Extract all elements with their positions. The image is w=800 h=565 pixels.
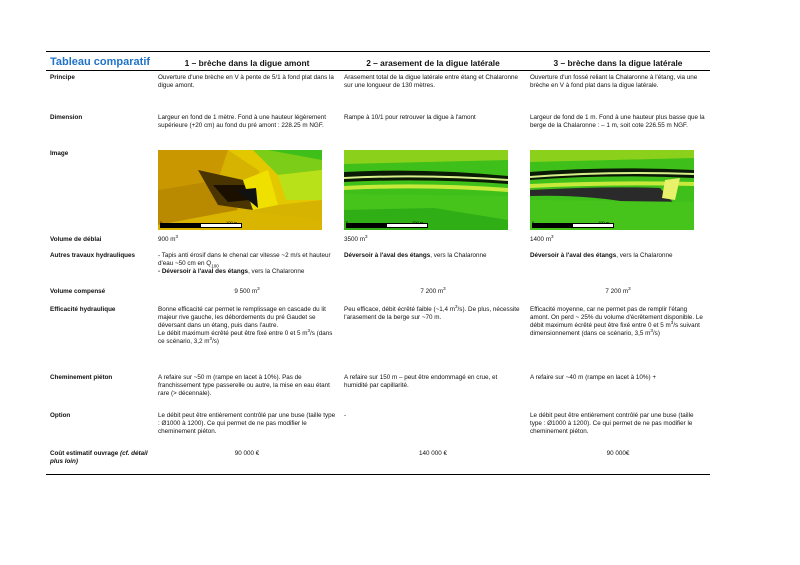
cell-efficacite-2: Peu efficace, débit écrêté faible (~1,4 $m^3/s$). De plus, nécessite l'arasement de la berge sur ~70 m.	[344, 303, 520, 321]
row-label-efficacite: Efficacité hydraulique	[50, 305, 116, 313]
terrain-image-2	[344, 150, 508, 230]
row-cout	[46, 447, 710, 475]
row-label-cout-note: (cf. détail plus loin)	[50, 449, 148, 465]
cell-cout-2: 140 000 €	[340, 447, 526, 475]
row-efficacite	[46, 303, 710, 371]
row-volume	[46, 233, 710, 249]
cell-principe-3: Ouverture d'un fossé reliant la Chalaronne à l'étang, via une brèche en V à fond plat dans la digue latérale.	[530, 74, 698, 90]
column-header-2: 2 – arasement de la digue latérale	[340, 52, 526, 71]
scale-end-label-3: 100 m	[598, 219, 610, 225]
row-label-dimension: Dimension	[50, 113, 83, 121]
row-option	[46, 409, 710, 447]
scale-zero-label-2: 0	[346, 219, 349, 225]
cell-volume-2: 3500 $m^3$	[344, 233, 368, 243]
scale-end-label-2: 100 m	[412, 219, 424, 225]
scale-zero-label-1: 0	[160, 219, 163, 225]
row-label-travaux: Autres travaux hydrauliques	[50, 251, 136, 259]
table-title: Tableau comparatif	[46, 52, 154, 71]
row-label-principe: Principe	[50, 74, 75, 81]
cell-cout-3: 90 000€	[526, 447, 710, 475]
cell-principe-1: Ouverture d'une brèche en V à pente de 5/1 à fond plat dans la digue amont.	[158, 74, 334, 90]
row-label-cout: Coût estimatif ouvrage (cf. détail plus loin)	[46, 447, 154, 475]
cell-compense-1: 9 500 $m^3$	[234, 285, 260, 295]
cell-option-3: Le débit peut être entièrement contrôlé par une buse (taille type : Ø1000 à 1200). Ce qui permet de ne pas modifier le cheminement piéton.	[530, 411, 694, 435]
column-header-1: 1 – brèche dans la digue amont	[154, 52, 340, 71]
terrain-image-1	[158, 150, 322, 230]
cell-efficacite-3: Efficacité moyenne, car ne permet pas de remplir l'étang amont. On perd ~ 25% du volume d'écrêtement disponible. Le débit maximum écrêté peut être fixé entre 0 et 5 $m^3/s$ suivant dimensionnement (dans ce scénario, 3,5 $m^3/s$)	[530, 305, 703, 337]
row-label-volume: Volume de déblai	[50, 235, 102, 243]
cell-dimension-2: Rampe à 10/1 pour retrouver la digue à l'amont	[344, 113, 476, 121]
row-label-pieton: Cheminement piéton	[50, 373, 113, 381]
row-compense	[46, 285, 710, 303]
cell-image-3	[526, 147, 710, 233]
header-row	[46, 52, 710, 71]
cell-dimension-1: Largeur en fond de 1 mètre. Fond à une hauteur légèrement supérieure (+20 cm) au fond du pré amont : 228.25 m NGF.	[158, 113, 327, 129]
terrain-image-3	[530, 150, 694, 230]
cell-dimension-3: Largeur de fond de 1 m. Fond à une hauteur plus basse que la berge de la Chalaronne : – 1 m, soit cote 226.55 m NGF.	[530, 113, 705, 129]
cell-travaux-2: Déversoir à l'aval des étangs, vers la Chalaronne	[344, 251, 487, 259]
row-principe	[46, 71, 710, 111]
row-dimension	[46, 111, 710, 147]
row-label-option: Option	[50, 411, 71, 419]
cell-image-1	[154, 147, 340, 233]
cell-cout-1: 90 000 €	[154, 447, 340, 475]
cell-travaux-3: Déversoir à l'aval des étangs, vers la Chalaronne	[530, 251, 673, 259]
scale-end-label-1: 100 m	[226, 219, 238, 225]
cell-option-2: -	[344, 411, 347, 419]
row-pieton	[46, 371, 710, 409]
cell-compense-2: 7 200 $m^3$	[420, 285, 446, 295]
cell-pieton-2: A refaire sur 150 m – peut être endommagé en crue, et humidité par capillarité.	[344, 373, 498, 389]
cell-efficacite-1: Bonne efficacité car permet le remplissage en cascade du lit majeur rive gauche, les débordements du pré Gaudet se déversant dans un étang, puis dans l'autre. Le débit maximum écrêté peut être fixé entre 0 et 5 $m^3/s$ (dans ce scénario, 3,2 $m^3/s$)	[158, 305, 333, 345]
cell-pieton-3: A refaire sur ~40 m (rampe en lacet à 10%) +	[530, 373, 656, 381]
row-label-compense: Volume compensé	[50, 287, 106, 295]
cell-pieton-1: A refaire sur ~50 m (rampe en lacet à 10%). Pas de franchissement type passerelle ou autre, la mise en eau étant rare (> décennale).	[158, 373, 330, 397]
cell-volume-1: 900 $m^3$	[158, 233, 179, 243]
column-header-3: 3 – brèche dans la digue latérale	[526, 52, 710, 71]
cell-option-1: Le débit peut être entièrement contrôlé par une buse (taille type : Ø1000 à 1200). Ce qui permet de ne pas modifier le cheminement piéton.	[158, 411, 336, 435]
cell-principe-2: Arasement total de la digue latérale entre étang et Chalaronne sur une longueur de 130 mètres.	[344, 74, 518, 90]
row-label-image: Image	[50, 149, 69, 157]
cell-image-2	[340, 147, 526, 233]
cell-travaux-1: - Tapis anti érosif dans le chenal car vitesse ~2 m/s et hauteur d'eau ~50 cm en $Q_{100}$ - Déversoir à l'aval des étangs, vers la Chalaronne	[158, 251, 331, 275]
cell-volume-3: 1400 $m^3$	[530, 233, 554, 243]
comparison-sheet	[46, 51, 710, 475]
comparison-table	[46, 51, 710, 475]
row-travaux	[46, 249, 710, 285]
row-image	[46, 147, 710, 233]
scale-zero-label-3: 0	[532, 219, 535, 225]
cell-compense-3: 7 200 $m^3$	[605, 285, 631, 295]
